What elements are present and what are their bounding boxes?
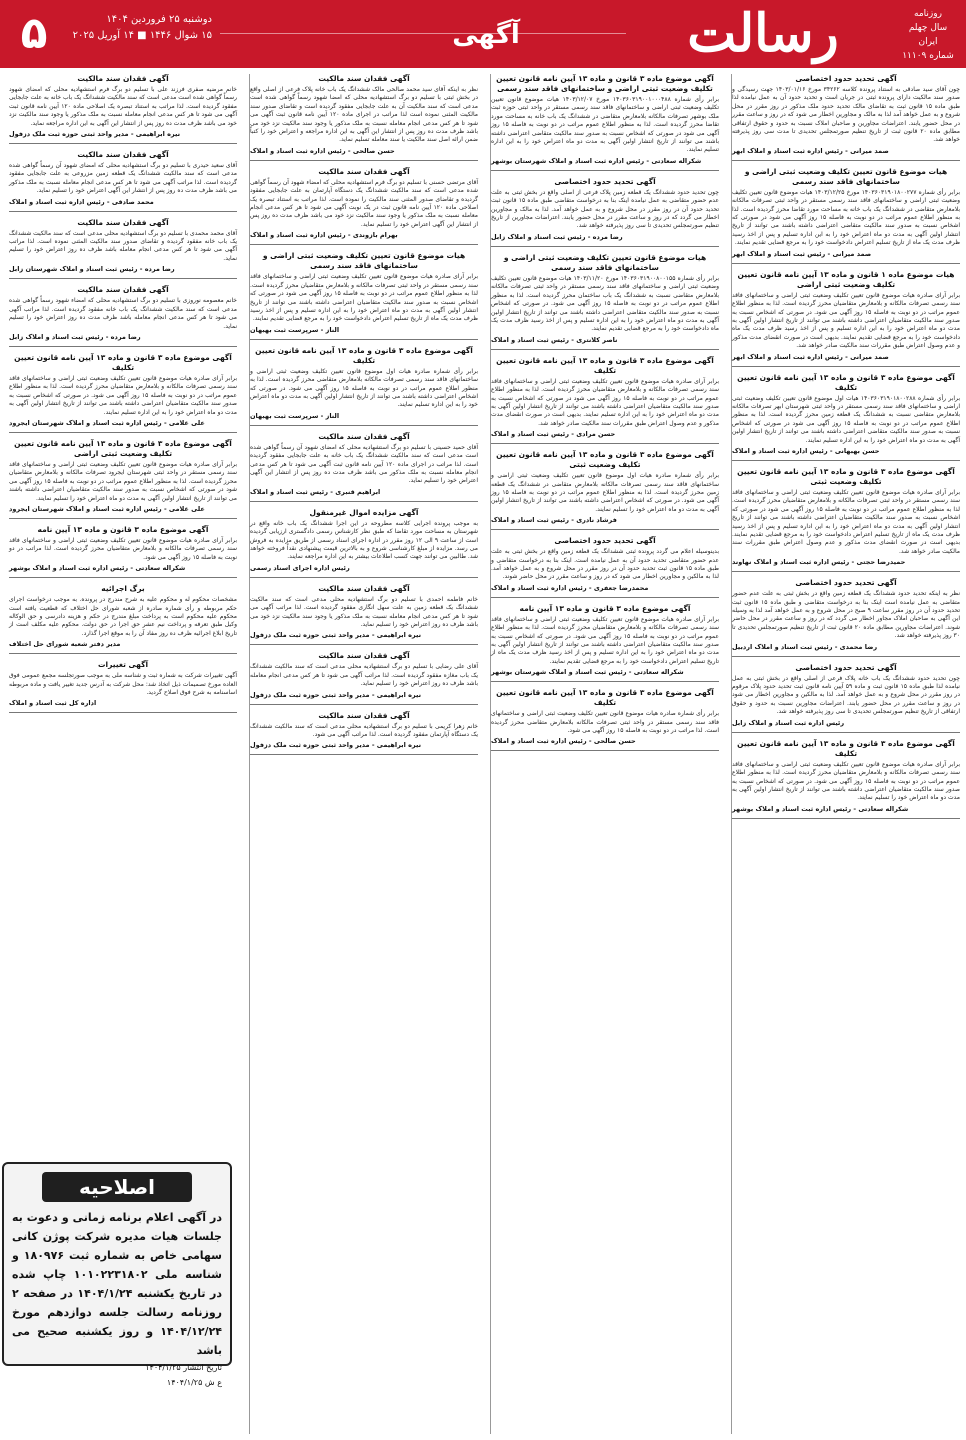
correction-date: تاریخ انتشار ۱۴۰۴/۱/۲۵	[145, 1363, 222, 1372]
notice-body: برابر آرای صادره هیات موضوع قانون تعیین تکلیف وضعیت ثبتی اراضی و ساختمانهای فاقد سند رسمی تصرفات مالکانه و بلامعارض متقاضیان محرز گردیده است. لذا مراتب در دو نوبت به فاصله ۱۵ روز آگهی می شود.	[9, 536, 237, 561]
notice-block	[250, 167, 478, 245]
notice-title: برگ اجرائیه	[101, 584, 145, 594]
notice-title: آگهی فقدان سند مالکیت	[318, 431, 410, 441]
notice-signature: اداره کل ثبت اسناد و املاک	[9, 699, 97, 708]
notice-title: آگهی موضوع ماده ۳ قانون و ماده ۱۳ آیین نامه قانون تعیین تکلیف	[496, 355, 714, 375]
notice-body: برابر آرای صادره هیات موضوع قانون تعیین تکلیف وضعیت ثبتی اراضی و ساختمانهای فاقد سند رسمی مستقر در واحد ثبتی تصرفات مالکانه و بلامعارض متقاضیان محرز گردیده است. لذا به منظور اطلاع عموم مراتب در دو نوبت به فاصله ۱۵ روز آگهی می شود در صورتی که اشخاص نسبت به صدور سند مالکیت متقاضیان اعتراضی داشته باشند می توانند از تاریخ انتشار اولین آگهی به مدت دو ماه اعتراض خود را به این اداره تسلیم و پس از اخذ رسید ظرف مدت یک ماه از تاریخ تسلیم اعتراض دادخواست خود را به مرجع قضایی تقدیم نمایند. بدیهی است در صورت انقضای مدت مذکور و عدم وصول اعتراض طبق مقررات سند مالکیت صادر خواهد شد.	[732, 488, 960, 555]
notice-title: آگهی موضوع ماده ۳ قانون و ماده ۱۳ آیین نامه	[519, 603, 691, 613]
notice-body: برابر رأی شماره ۱۴۰۳۶۰۳۱۹۰۱۸۰۰۲۷۷ مورخ ۱۴۰۳/۱۲/۲۵ هیات موضوع قانون تعیین تکلیف وضعیت ثبتی اراضی و ساختمانهای فاقد سند رسمی مستقر در واحد ثبتی تصرفات مالکانه بلامعارض متقاضی در ششدانگ یک باب خانه به مساحت مورد تقاضا محرز گردیده است. لذا به منظور اطلاع عموم مراتب در دو نوبت به فاصله ۱۵ روز آگهی می شود در صورتی که اشخاص نسبت به صدور سند مالکیت متقاضی اعتراضی داشته باشند می توانند از تاریخ انتشار اولین آگهی به مدت دو ماه اعتراض خود را به این اداره تسلیم و پس از اخذ رسید ظرف مدت یک ماه از تاریخ تسلیم اعتراض دادخواست خود را به مرجع قضایی تقدیم نمایند.	[732, 188, 960, 247]
brand-country: ایران	[918, 37, 938, 47]
notice-body: چون آقای سید صادقی به استناد پرونده کلاسه ۳۴۲۶۲ مورخ ۱۴۰۳/۰۱/۱۶ جهت رسیدگی و صدور سند مالکیت دارای پرونده ثبتی در جریان است و تحدید حدود آن به عمل نیامده لذا طبق ماده ۱۵ قانون ثبت به تقاضای مالک تحدید حدود ملک مذکور در روز مقرر در محل شروع و به عمل خواهد آمد لذا به مالک و مجاورین اخطار می شود که در روز و ساعت مقرر در محل حضور یابند. اعتراضات مجاورین و صاحبان املاک نسبت به حدود و حقوق ارتفاقی مطابق ماده ۲۰ قانون ثبت از تاریخ تنظیم صورتمجلس تحدیدی تا مدت سی روز پذیرفته خواهد شد.	[732, 86, 961, 144]
notice-block	[491, 253, 719, 350]
notice-block	[250, 432, 478, 502]
notice-signature: نیره ابراهیمی - مدیر واحد ثبتی حوزه ثبت ملک دزفول	[250, 631, 422, 640]
notice-title: آگهی فقدان سند مالکیت	[77, 150, 169, 160]
notice-title: هیات موضوع قانون تعیین تکلیف وضعیت ثبتی اراضی و ساختمانهای فاقد سند رسمی	[262, 251, 466, 271]
notice-block	[732, 373, 960, 461]
notice-block	[9, 584, 237, 654]
column-3	[249, 74, 478, 1434]
notice-signature: ابراهیم قنبری - رئیس ثبت اسناد و املاک	[250, 487, 381, 496]
notice-body: خانم معصومه نوروزی با تسلیم دو برگ استشهادیه محلی که امضاء شهود رسماً گواهی شده مدعی است که سند مالکیت ششدانگ یک باب خانه مفقود گردیده است. لذا مراتب آگهی می شود تا هر کس مدعی انجام معامله باشد ظرف مدت ده روز اعتراض خود را تسلیم نماید.	[9, 297, 237, 330]
notice-block	[9, 525, 237, 578]
notice-title: آگهی فقدان سند مالکیت	[318, 74, 410, 83]
notice-body: خانم فاطمه احمدی با تسلیم دو برگ استشهادیه محلی مدعی است که سند مالکیت ششدانگ یک قطعه زمین به علت سهل انگاری مفقود گردیده است. لذا مراتب آگهی می شود تا هر کس مدعی انجام معامله نسبت به ملک مذکور یا وجود سند مالکیت نزد خود می باشد ظرف ده روز اعتراض خود را تسلیم نماید.	[250, 595, 478, 629]
notice-title: آگهی مزایده اموال غیرمنقول	[309, 507, 419, 517]
notice-signature: رضا مرده - رئیس ثبت اسناد و املاک زابل	[491, 232, 623, 241]
notice-signature: رضا مرده - رئیس ثبت اسناد و املاک زابل	[9, 332, 141, 341]
brand-top: روزنامه	[914, 9, 942, 19]
notice-block	[491, 177, 719, 247]
notice-signature: رئیس اداره اجرای اسناد رسمی	[250, 563, 350, 572]
notice-title: آگهی تغییرات	[97, 660, 149, 670]
issue-number: شماره ۱۱۱۰۹	[902, 51, 954, 61]
notice-block	[491, 688, 719, 751]
notice-body: برابر آرای صادره هیات موضوع قانون تعیین تکلیف وضعیت ثبتی اراضی و ساختمانهای فاقد سند رسمی تصرفات مالکانه و بلامعارض متقاضیان محرز گردیده است. لذا به منظور اطلاع عموم مراتب در دو نوبت به فاصله ۱۵ روز آگهی می شود. در صورتی که اشخاص نسبت به صدور سند مالکیت متقاضیان اعتراضی داشته باشند می توانند از تاریخ انتشار اولین آگهی به مدت دو ماه اعتراض خود را تسلیم نمایند.	[732, 760, 960, 802]
section-title: آگهی	[452, 20, 520, 50]
notice-block	[9, 74, 237, 144]
notice-title: آگهی فقدان سند مالکیت	[318, 166, 410, 176]
notice-body: برابر رأی شماره ۱۴۰۳۶۰۳۱۹۰۰۱۰۰۰۴۸۸ مورخ ۱۴۰۳/۱۲/۰۷ هیات موضوع قانون تعیین تکلیف وضعیت ثبتی اراضی و ساختمانهای فاقد سند رسمی مستقر در واحد ثبتی حوزه ثبت ملک بوشهر تصرفات مالکانه بلامعارض متقاضی در ششدانگ یک باب خانه به مساحت مورد تقاضا محرز گردیده است. لذا به منظور اطلاع عموم مراتب در دو نوبت به فاصله ۱۵ روز آگهی می شود در صورتی که اشخاص نسبت به صدور سند مالکیت متقاضی اعتراضی داشته باشند می توانند از تاریخ انتشار اولین آگهی به مدت دو ماه اعتراض خود را به این اداره تسلیم نمایند.	[491, 96, 719, 154]
correction-notice	[2, 1162, 232, 1387]
notice-body: نظر به اینکه آقای سید محمد صالحی مالک ششدانگ یک باب خانه پلاک فرعی از اصلی واقع در بخش ثبتی با تسلیم دو برگ استشهادیه محلی که امضا شهود رسماً گواهی شده است مدعی است که سند مالکیت آن به علت جابجایی مفقود گردیده است و تقاضای صدور سند مالکیت المثنی نموده است لذا مراتب در اجرای ماده ۱۲۰ آیین نامه قانون ثبت آگهی می شود تا هر کس مدعی انجام معامله نسبت به ملک مذکور یا وجود سند مالکیت نزد خود می باشد ظرف مدت ده روز پس از انتشار این آگهی به این اداره مراجعه و اعتراض خود را کتباً ضمن ارائه اصل سند مالکیت یا سند معامله تسلیم نماید.	[250, 86, 479, 144]
notice-body: برابر آرای صادره هیات موضوع قانون تعیین تکلیف وضعیت ثبتی اراضی و ساختمانهای فاقد سند رسمی تصرفات مالکانه و بلامعارض متقاضیان محرز گردیده است. لذا به منظور اطلاع عموم مراتب در دو نوبت به فاصله ۱۵ روز آگهی می شود در صورتی که اشخاص نسبت به صدور سند مالکیت متقاضیان اعتراضی داشته باشند می توانند از تاریخ انتشار اولین آگهی به مدت دو ماه اعتراض خود را به این اداره تسلیم نمایند. بدیهی است در صورت انقضای مدت مذکور و عدم وصول اعتراض طبق مقررات سند مالکیت صادر خواهد شد.	[491, 377, 719, 427]
notice-body: برابر رأی شماره ۱۴۰۳۶۰۳۱۹۰۰۸۰۰۱۵۵ مورخ ۱۴۰۳/۱۱/۲۰ هیات موضوع قانون تعیین تکلیف وضعیت ثبتی اراضی و ساختمانهای فاقد سند رسمی مستقر در واحد ثبتی تصرفات مالکانه بلامعارض متقاضی نسبت به ششدانگ یک باب ساختمان محرز گردیده است. لذا به منظور اطلاع عموم مراتب در دو نوبت به فاصله ۱۵ روز آگهی می شود. در صورتی که اشخاص نسبت به صدور سند مالکیت متقاضی اعتراضی داشته باشند می توانند از تاریخ انتشار اولین آگهی به مدت دو ماه اعتراض خود را به این اداره تسلیم و پس از اخذ رسید ظرف مدت یک ماه دادخواست خود را به مرجع قضایی تقدیم نمایند.	[491, 274, 719, 333]
notice-signature: علی غلامی - رئیس اداره ثبت اسناد و املاک شهرستان ایجرود	[9, 504, 205, 513]
notice-body: برابر آرای صادره هیات موضوع قانون تعیین تکلیف وضعیت ثبتی اراضی و ساختمانهای فاقد سند رسمی تصرفات مالکانه و بلامعارض متقاضیان محرز گردیده است. لذا به منظور اطلاع عموم مراتب در دو نوبت به فاصله ۱۵ روز آگهی می شود. در صورتی که اشخاص نسبت به صدور سند مالکیت متقاضیان اعتراضی داشته باشند می توانند از تاریخ انتشار اولین آگهی به مدت دو ماه اعتراض خود را به این اداره تسلیم و پس از اخذ رسید ظرف مدت یک ماه دادخواست خود را به مرجع قضایی تقدیم نمایند. بدیهی است در صورت انقضای مدت مذکور و عدم وصول اعتراض طبق مقررات سند مالکیت صادر خواهد شد.	[732, 291, 960, 350]
notice-body: آقای محمد محمدی با تسلیم دو برگ استشهادیه محلی مدعی است که سند مالکیت ششدانگ یک باب خانه مفقود گردیده و تقاضای صدور سند مالکیت المثنی نموده است. لذا مراتب آگهی می شود تا هر کس مدعی انجام معامله باشد ظرف ده روز اعتراض خود را تسلیم نماید.	[9, 229, 237, 262]
notice-body: آگهی تغییرات شرکت به شماره ثبت و شناسه ملی به موجب صورتجلسه مجمع عمومی فوق العاده مورخ تصمیمات ذیل اتخاذ شد: محل شرکت به آدرس جدید تغییر یافت و ماده مربوطه اساسنامه به شرح فوق اصلاح گردید.	[9, 672, 237, 697]
notice-title: آگهی موضوع ماده ۳ قانون و ماده ۱۳ آیین نامه قانون تعیین تکلیف	[496, 688, 714, 708]
notice-body: خانم مرضیه صفری فرزند علی با تسلیم دو برگ فرم استشهادیه محلی که امضای شهود رسماً گواهی شده است مدعی است که سند مالکیت ششدانگ یک باب خانه به علت جابجایی مفقود گردیده است. لذا مراتب به استناد تبصره یک اصلاحی ماده ۱۲۰ آیین نامه قانون ثبت آگهی می شود تا هر کس مدعی انجام معامله نسبت به ملک مذکور یا وجود سند مالکیت نزد خود می باشد ظرف مدت ده روز پس از انتشار این آگهی به این اداره مراجعه نماید.	[9, 86, 237, 127]
notice-signature: محمدرضا جعفری - رئیس اداره ثبت اسناد و املاک	[491, 583, 649, 592]
notice-signature: محمد صادقی - رئیس اداره ثبت اسناد و املاک	[9, 197, 154, 206]
column-1	[731, 74, 960, 1434]
notice-signature: شکراله سعادتی - رئیس اداره ثبت اسناد و املاک بوشهر	[732, 804, 909, 813]
brand-year: سال چهلم	[908, 23, 948, 33]
notice-block	[250, 508, 478, 578]
notice-body: برابر رأی شماره صادره هیات اول موضوع قانون تعیین تکلیف وضعیت ثبتی اراضی و ساختمانهای فاقد سند رسمی تصرفات مالکانه بلامعارض متقاضی محرز گردیده است. لذا به منظور اطلاع عموم مراتب در دو نوبت به فاصله ۱۵ روز آگهی می شود. در صورتی که اشخاص اعتراضی داشته باشند می توانند از تاریخ انتشار اولین آگهی به مدت دو ماه اعتراض خود را به این اداره تسلیم نمایند.	[250, 367, 478, 409]
notice-body: چون تحدید حدود ششدانگ یک قطعه زمین پلاک فرعی از اصلی واقع در بخش ثبتی به علت عدم حضور متقاضی به عمل نیامده اینک بنا به درخواست متقاضی طبق ماده ۱۵ قانون ثبت تحدید حدود آن در روز مقرر در محل شروع و به عمل خواهد آمد. لذا به مالک و مجاورین اخطار می گردد که در روز و ساعت مقرر در محل حضور یابند. اعتراضات مجاورین از تاریخ تنظیم صورتمجلس تحدیدی تا سی روز پذیرفته خواهد شد.	[491, 188, 719, 230]
notice-signature: رضا مرده - رئیس ثبت اسناد و املاک شهرستان زابل	[9, 265, 175, 274]
notice-block	[732, 74, 960, 161]
notice-signature: نیره ابراهیمی - مدیر واحد ثبتی حوزه ثبت ملک دزفول	[250, 690, 422, 699]
notice-block	[9, 285, 237, 347]
notice-block	[250, 251, 478, 339]
notice-title: هیات موضوع قانون تعیین تکلیف وضعیت ثبتی اراضی و ساختمانهای فاقد سند رسمی	[744, 166, 948, 186]
correction-code: ع ش ۱۴۰۴/۱/۲۵	[166, 1378, 222, 1387]
notice-title: آگهی موضوع ماده ۳ قانون و ماده ۱۳ آیین نامه قانون تعیین تکلیف وضعیت ثبتی اراضی و ساختمانهای فاقد سند رسمی	[496, 74, 714, 93]
notice-signature: ناصر کلانتری - رئیس ثبت اسناد و املاک	[491, 335, 618, 344]
notice-body: آقای مرتضی حسنی با تسلیم دو برگ فرم استشهادیه محلی که امضاء شهود آن رسماً گواهی شده مدعی است که سند مالکیت ششدانگ یک دستگاه آپارتمان به علت جابجایی مفقود گردیده و تقاضای صدور المثنی سند مالکیت را نموده است. لذا مراتب به استناد تبصره یک اصلاحی ماده ۱۲۰ آیین نامه قانون ثبت در یک نوبت آگهی می شود تا هر کس مدعی انجام معامله نسبت به ملک مذکور یا وجود سند مالکیت نزد خود می باشد ظرف مدت ده روز پس از انتشار این آگهی اعتراض خود را تسلیم نماید.	[250, 178, 478, 228]
correction-body: در آگهی اعلام برنامه زمانی و دعوت به جلسات هیات مدیره شرکت پوژن کانی سهامی خاص به شماره ثبت ۱۸۰۹۷۶ و شناسه ملی ۱۰۱۰۲۲۳۱۸۰۲ چاپ شده در تاریخ یکشنبه ۱۴۰۴/۱/۲۴ در صفحه ۲ روزنامه رسالت جلسه دوازدهم مورخ ۱۴۰۴/۱۲/۲۴ و روز یکشنبه صحیح می باشد	[12, 1211, 222, 1357]
notice-title: آگهی فقدان سند مالکیت	[77, 217, 169, 227]
notice-signature: فرشاد نادری - رئیس ثبت اسناد و املاک	[491, 516, 617, 525]
notice-block	[732, 578, 960, 656]
notice-title: آگهی فقدان سند مالکیت	[318, 651, 410, 661]
notice-block	[491, 356, 719, 444]
notice-body: آقای حمید حسینی با تسلیم دو برگ استشهادیه محلی که امضای شهود آن رسماً گواهی شده است مدعی است که سند مالکیت ششدانگ یک باب خانه به علت جابجایی مفقود گردیده است. لذا مراتب در اجرای ماده ۱۲۰ آیین نامه قانون ثبت آگهی می شود تا هر کس مدعی انجام معامله نسبت به ملک مذکور می باشد ظرف مدت ده روز پس از انتشار این آگهی اعتراض خود را تسلیم نماید.	[250, 443, 479, 485]
notice-signature: حسن مرادی - رئیس ثبت اسناد و املاک	[491, 430, 616, 439]
notice-block	[732, 467, 960, 572]
notice-title: آگهی موضوع ماده ۳ قانون و ماده ۱۳ آیین نامه قانون تعیین تکلیف وضعیت ثبتی	[496, 450, 714, 470]
notice-block	[250, 74, 478, 161]
notice-title: آگهی فقدان سند مالکیت	[318, 583, 410, 593]
notice-title: آگهی تحدید حدود اختصاصی	[795, 74, 897, 83]
publication-dates	[62, 12, 212, 44]
notice-signature: الناز - سرپرست ثبت بهبهان	[250, 411, 340, 420]
notice-block	[491, 536, 719, 598]
notice-signature: شکراله سعادتی - رئیس ثبت اسناد و املاک شهرستان بوشهر	[491, 668, 684, 677]
notice-block	[732, 739, 960, 819]
notice-signature: رضا محمدی - رئیس ثبت اسناد و املاک اردبیل	[732, 642, 878, 651]
notice-title: آگهی تحدید حدود اختصاصی	[554, 536, 656, 546]
notice-block	[491, 74, 719, 171]
masthead	[0, 0, 966, 68]
notice-body: چون تحدید حدود ششدانگ یک باب خانه پلاک فرعی از اصلی واقع در بخش ثبتی به عمل نیامده لذا طبق ماده ۱۵ قانون ثبت و ماده ۵۹ آیین نامه قانون ثبت تحدید حدود پلاک مرقوم در روز مقرر در محل شروع و به عمل خواهد آمد. لذا به مالکین و مجاورین اخطار می شود در روز و ساعت مقرر در محل حضور یابند. اعتراضات مجاورین نسبت به حدود و حقوق ارتفاقی از تاریخ تنظیم صورتمجلس تحدیدی تا سی روز پذیرفته خواهد شد.	[732, 674, 960, 716]
notice-body: مشخصات محکوم له و محکوم علیه به شرح مندرج در پرونده. به موجب درخواست اجرای حکم مربوطه و رأی شماره صادره از شعبه شورای حل اختلاف که قطعیت یافته است محکوم علیه محکوم است به پرداخت مبلغ مندرج در حکم و هزینه دادرسی و حق الوکاله وکیل طبق تعرفه و پرداخت نیم عشر حق اجرا در حق دولت. محکوم علیه مکلف است از تاریخ ابلاغ اجرائیه ظرف ده روز مفاد آن را به موقع اجرا گذارد.	[9, 596, 237, 637]
notice-signature: علی غلامی - رئیس اداره ثبت اسناد و املاک شهرستان ایجرود	[9, 418, 205, 427]
newspaper-logo: رسالت	[687, 3, 839, 64]
notice-signature: مدیر دفتر شعبه شورای حل اختلاف	[9, 640, 121, 649]
notice-body: برابر رأی شماره ۱۴۰۳۶۰۳۱۹۰۱۸۰۰۲۸۸ هیات اول موضوع قانون تعیین تکلیف وضعیت ثبتی اراضی و ساختمانهای فاقد سند رسمی مستقر در واحد ثبتی شهرستان ابهر تصرفات مالکانه بلامعارض متقاضی نسبت به ششدانگ یک قطعه زمین محرز گردیده است. لذا به منظور اطلاع عموم مراتب در دو نوبت به فاصله ۱۵ روز آگهی می شود در صورتی که اشخاص نسبت به صدور سند مالکیت متقاضی اعتراضی داشته باشند می توانند از تاریخ انتشار اولین آگهی به مدت دو ماه اعتراض خود را به این اداره تسلیم نمایند.	[732, 394, 960, 444]
notice-block	[9, 150, 237, 212]
notice-block	[491, 604, 719, 682]
notice-signature: حمیدرضا حجتی - رئیس اداره ثبت اسناد و املاک نهاوند	[732, 558, 906, 567]
notice-body: برابر رأی شماره صادره هیات موضوع قانون تعیین تکلیف وضعیت ثبتی اراضی و ساختمانهای فاقد سند رسمی مستقر در واحد ثبتی تصرفات مالکانه بلامعارض متقاضی محرز گردیده است. لذا مراتب در دو نوبت به فاصله ۱۵ روز آگهی می شود.	[491, 710, 719, 735]
notice-block	[250, 584, 478, 646]
page-number: ۵	[20, 8, 48, 59]
notice-title: آگهی فقدان سند مالکیت	[318, 710, 410, 720]
notice-signature: صمد میرانی - رئیس اداره ثبت اسناد و املاک ابهر	[732, 352, 889, 361]
notice-signature: نیره ابراهیمی - مدیر واحد ثبتی حوزه ثبت ملک دزفول	[9, 130, 181, 139]
notice-signature: حسن صالحی - رئیس اداره ثبت اسناد و املاک	[491, 737, 636, 746]
notice-title: آگهی فقدان سند مالکیت	[77, 285, 169, 295]
notice-title: هیات موضوع قانون تعیین تکلیف وضعیت ثبتی اراضی و ساختمانهای فاقد سند رسمی	[503, 252, 707, 272]
notice-block	[491, 450, 719, 530]
notice-block	[250, 346, 478, 426]
notice-title: هیات موضوع ماده ۱ قانون و ماده ۱۳ آیین نامه قانون تعیین تکلیف وضعیت ثبتی اراضی	[737, 269, 955, 289]
notice-block	[9, 660, 237, 713]
notice-body: بدینوسیله اعلام می گردد پرونده ثبتی ششدانگ یک قطعه زمین واقع در بخش ثبتی به علت عدم حضور متقاضی تحدید حدود آن به عمل نیامده است. اینک بنا به درخواست متقاضی و طبق ماده ۱۵ قانون ثبت تحدید حدود آن در روز مقرر در محل شروع و به عمل خواهد آمد. لذا به مالکین و مجاورین اخطار می شود که در روز و ساعت مقرر در محل حاضر شوند.	[491, 548, 719, 581]
notice-body: برابر رأی شماره صادره هیات اول موضوع قانون تعیین تکلیف وضعیت ثبتی اراضی و ساختمانهای فاقد سند رسمی تصرفات مالکانه بلامعارض متقاضی در ششدانگ یک قطعه زمین محرز گردیده است. لذا به منظور اطلاع عموم مراتب در دو نوبت به فاصله ۱۵ روز آگهی می شود. در صورتی که اشخاص اعتراضی داشته باشند می توانند از تاریخ انتشار اولین آگهی به مدت دو ماه اعتراض خود را تسلیم نمایند.	[491, 472, 719, 513]
notice-signature: بهرام بازوندی - رئیس اداره ثبت اسناد و املاک	[250, 231, 398, 240]
notice-block	[732, 270, 960, 367]
notice-body: برابر آرای صادره هیات موضوع قانون تعیین تکلیف وضعیت ثبتی اراضی و ساختمانهای فاقد سند رسمی مستقر در واحد ثبتی شهرستان ایجرود تصرفات مالکانه و بلامعارض متقاضیان محرز گردیده است. لذا به منظور اطلاع عموم مراتب در دو نوبت به فاصله ۱۵ روز آگهی می شود در صورتی که اشخاص نسبت به صدور سند مالکیت متقاضیان اعتراضی داشته باشند می توانند از تاریخ انتشار اولین آگهی به مدت دو ماه اعتراض خود را تسلیم نمایند.	[9, 460, 237, 502]
notice-block	[9, 218, 237, 280]
notice-block	[732, 167, 960, 264]
notice-signature: رئیس اداره ثبت اسناد و املاک زابل	[732, 718, 845, 727]
notice-title: آگهی تحدید حدود اختصاصی	[795, 662, 897, 672]
notice-title: آگهی موضوع ماده ۳ قانون و ماده ۱۳ آیین نامه قانون تعیین تکلیف	[737, 738, 955, 758]
notice-block	[732, 663, 960, 733]
date-line-persian: دوشنبه ۲۵ فروردین ۱۴۰۴	[106, 14, 212, 25]
notice-body: برابر آرای صادره هیات موضوع قانون تعیین تکلیف وضعیت ثبتی اراضی و ساختمانهای فاقد سند رسمی تصرفات مالکانه و بلامعارض متقاضیان محرز گردیده است. لذا به منظور اطلاع عموم مراتب در دو نوبت به فاصله ۱۵ روز آگهی می شود. در صورتی که اشخاص نسبت به صدور سند مالکیت متقاضیان اعتراضی داشته باشند می توانند از تاریخ انتشار اولین آگهی به مدت دو ماه اعتراض خود را به این اداره تسلیم و پس از اخذ رسید ظرف مدت یک ماه از تاریخ تسلیم اعتراض دادخواست خود را به مرجع قضایی تقدیم نمایند.	[491, 615, 719, 665]
notice-title: آگهی موضوع ماده ۳ قانون و ماده ۱۳ آیین نامه قانون تعیین تکلیف	[255, 345, 473, 365]
notice-signature: نیره ابراهیمی - مدیر واحد ثبتی حوزه ثبت ملک دزفول	[250, 741, 422, 750]
notice-body: نظر به اینکه تحدید حدود ششدانگ یک قطعه زمین واقع در بخش ثبتی به علت عدم حضور متقاضی به عمل نیامده است اینک بنا به درخواست متقاضی و طبق ماده ۱۵ قانون ثبت تحدید حدود آن در روز مقرر ساعت ۹ صبح در محل شروع و به عمل خواهد آمد لذا به وسیله این آگهی به صاحبان املاک مجاور اخطار می گردد که در روز و ساعت مقرر در محل حاضر شوند. اعتراضات مجاورین مطابق ماده ۲۰ قانون ثبت از تاریخ تنظیم صورتمجلس تحدیدی تا ۳۰ روز پذیرفته خواهد شد.	[732, 590, 961, 640]
notice-title: آگهی فقدان سند مالکیت	[77, 74, 169, 83]
notice-body: به موجب پرونده اجرایی کلاسه مطروحه در این اجرا ششدانگ یک باب خانه واقع در شهرستان به مساحت مورد تقاضا که طبق نظر کارشناس رسمی دادگستری ارزیابی گردیده است از ساعت ۹ الی ۱۲ روز مقرر در اداره اجرای اسناد رسمی از طریق مزایده به فروش می رسد. مزایده از مبلغ کارشناسی شروع و به بالاترین قیمت پیشنهادی نقداً فروخته خواهد شد. طالبین می توانند جهت کسب اطلاعات بیشتر به این اداره مراجعه نمایند.	[250, 519, 479, 561]
notice-body: آقای سعید حیدری با تسلیم دو برگ استشهادیه محلی که امضای شهود آن رسماً گواهی شده مدعی است که سند مالکیت ششدانگ یک قطعه زمین مزروعی به علت جابجایی مفقود گردیده است. لذا مراتب آگهی می شود تا هر کس مدعی انجام معامله نسبت به ملک مذکور می باشد ظرف مدت ده روز پس از انتشار این آگهی اعتراض خود را تسلیم نماید.	[9, 162, 237, 195]
column-2	[490, 74, 719, 1434]
notice-title: آگهی موضوع ماده ۳ قانون و ماده ۱۳ آیین نامه قانون تعیین تکلیف وضعیت ثبتی اراضی	[14, 438, 232, 458]
notice-block	[250, 651, 478, 704]
notice-title: آگهی تحدید حدود اختصاصی	[554, 176, 656, 186]
notice-body: خانم زهرا کریمی با تسلیم دو برگ استشهادیه محلی مدعی است که سند مالکیت ششدانگ یک دستگاه آپارتمان مفقود گردیده است. لذا مراتب آگهی می شود.	[250, 722, 478, 739]
notice-signature: شکراله سعادتی - رئیس اداره ثبت اسناد و املاک شهرستان بوشهر	[491, 156, 702, 165]
notice-signature: حسن بهبهانی - رئیس اداره ثبت اسناد و املاک	[732, 446, 880, 455]
date-line-other: ۱۵ شوال ۱۴۴۶ ■ ۱۴ آوریل ۲۰۲۵	[72, 30, 212, 41]
notice-block	[9, 439, 237, 519]
notice-title: آگهی موضوع ماده ۳ قانون و ماده ۱۳ آیین نامه قانون تعیین تکلیف	[737, 372, 955, 392]
notice-body: برابر آرای صادره هیات موضوع قانون تعیین تکلیف وضعیت ثبتی اراضی و ساختمانهای فاقد سند رسمی تصرفات مالکانه و بلامعارض متقاضیان محرز گردیده است. لذا به منظور اطلاع عموم مراتب در دو نوبت به فاصله ۱۵ روز آگهی می شود. در صورتی که اشخاص نسبت به صدور سند مالکیت متقاضیان اعتراضی داشته باشند می توانند از تاریخ انتشار اولین آگهی به مدت دو ماه اعتراض خود را به این اداره تسلیم نمایند.	[9, 374, 237, 416]
notice-title: آگهی تحدید حدود اختصاصی	[795, 578, 897, 588]
newspaper-brand-box	[898, 6, 958, 62]
notice-title: آگهی موضوع ماده ۳ قانون و ماده ۱۳ آیین نامه قانون تعیین تکلیف	[14, 352, 232, 372]
correction-title: اصلاحیه	[42, 1172, 192, 1202]
notice-title: آگهی موضوع ماده ۳ قانون و ماده ۱۳ آیین نامه	[37, 524, 209, 534]
notice-signature: شکراله سعادتی - رئیس اداره ثبت اسناد و املاک بوشهر	[9, 564, 186, 573]
notice-block	[9, 353, 237, 433]
notice-body: برابر آرای صادره هیات موضوع قانون تعیین تکلیف وضعیت ثبتی اراضی و ساختمانهای فاقد سند رسمی مستقر در واحد ثبتی تصرفات مالکانه و بلامعارض متقاضیان محرز گردیده است. لذا به منظور اطلاع عموم مراتب در دو نوبت به فاصله ۱۵ روز آگهی می شود در صورتی که اشخاص نسبت به صدور سند مالکیت متقاضیان اعتراضی داشته باشند می توانند از تاریخ انتشار اولین آگهی به مدت دو ماه اعتراض خود را به این اداره تسلیم و پس از اخذ رسید ظرف مدت یک ماه از تاریخ تسلیم اعتراض دادخواست خود را به مرجع قضایی تقدیم نمایند.	[250, 273, 478, 323]
notice-signature: الناز - سرپرست ثبت بهبهان	[250, 325, 340, 334]
notice-body: آقای علی رضایی با تسلیم دو برگ استشهادیه محلی مدعی است که سند مالکیت ششدانگ یک باب مغازه مفقود گردیده است. لذا مراتب آگهی می شود تا هر کس مدعی انجام معامله باشد ظرف ده روز اعتراض خود را تسلیم نماید.	[250, 663, 478, 688]
notice-block	[250, 711, 478, 756]
notice-signature: حسن صالحی - رئیس اداره ثبت اسناد و املاک	[250, 146, 395, 155]
notice-title: آگهی موضوع ماده ۳ قانون و ماده ۱۳ آیین نامه قانون تعیین تکلیف وضعیت ثبتی	[737, 466, 955, 486]
notice-signature: صمد میرانی - رئیس اداره ثبت اسناد و املاک ابهر	[732, 146, 889, 155]
notice-signature: صمد میرانی - رئیس ثبت اسناد و املاک ابهر	[732, 249, 872, 258]
